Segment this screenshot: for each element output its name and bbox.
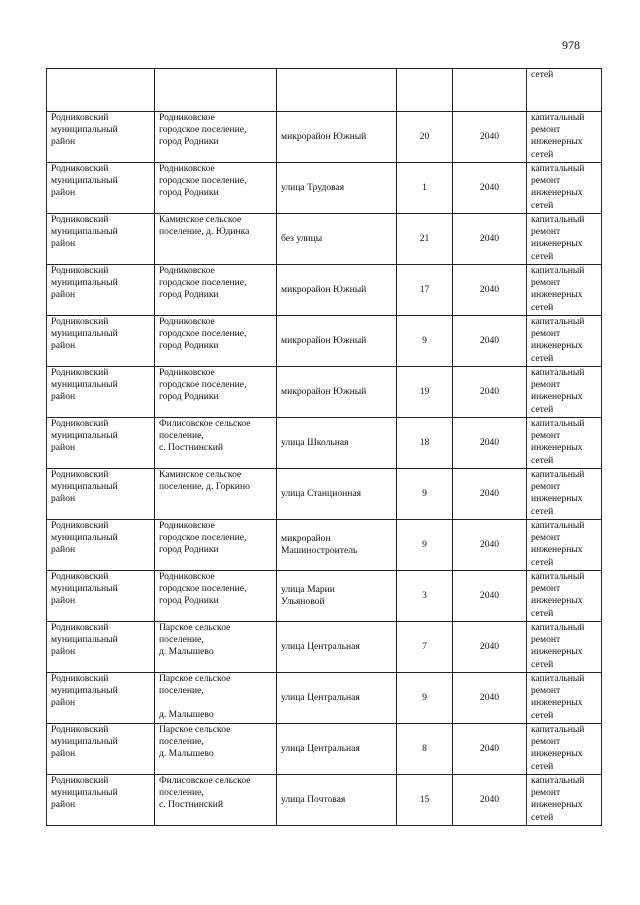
settlement-cell-line: городское поселение,: [159, 328, 247, 340]
district-cell-line: район: [51, 340, 76, 352]
street-cell-line: без улицы: [281, 232, 323, 244]
district-cell-line: муниципальный: [51, 124, 118, 136]
work-type-cell-line: капитальный: [531, 163, 585, 174]
district-cell-line: район: [51, 595, 76, 607]
settlement-cell-line: поселение,: [159, 787, 204, 799]
table-row: [47, 469, 602, 520]
work-type-tail: сетей: [531, 69, 554, 80]
district-cell-line: Родниковский: [51, 520, 109, 531]
street-cell: [277, 673, 397, 724]
table-row: [47, 265, 602, 316]
table-row: [47, 163, 602, 214]
work-type-cell: [527, 673, 602, 724]
street-cell-line: улица Центральная: [281, 742, 360, 754]
district-cell-line: муниципальный: [51, 481, 118, 493]
district-cell-line: Родниковский: [51, 469, 109, 480]
table-body: [47, 69, 602, 826]
district-cell-line: район: [51, 748, 76, 760]
year-cell: 2040: [453, 367, 527, 418]
work-type-cell-line: инженерных: [531, 493, 583, 505]
district-cell: [47, 775, 155, 826]
settlement-cell-line: Парское сельское: [159, 673, 231, 684]
work-type-cell-line: инженерных: [531, 289, 583, 301]
work-type-cell-line: сетей: [531, 301, 554, 313]
district-cell-line: Родниковский: [51, 265, 109, 276]
work-type-cell-line: сетей: [531, 352, 554, 364]
district-cell-line: Родниковский: [51, 112, 109, 123]
work-type-cell-line: сетей: [531, 199, 554, 211]
district-cell: [47, 418, 155, 469]
house-number-cell: 9: [397, 469, 453, 520]
table-row: [47, 112, 602, 163]
district-cell: [47, 469, 155, 520]
district-cell: [47, 571, 155, 622]
settlement-cell-line: городское поселение,: [159, 277, 247, 289]
settlement-cell: [155, 418, 277, 469]
year-cell: 2040: [453, 469, 527, 520]
work-type-cell: [527, 112, 602, 163]
settlement-cell: [155, 69, 277, 112]
district-cell-line: муниципальный: [51, 736, 118, 748]
district-cell-line: муниципальный: [51, 175, 118, 187]
work-type-cell-line: ремонт: [531, 736, 561, 748]
settlement-cell-line: поселение, д. Горкино: [159, 481, 250, 493]
work-type-cell-line: ремонт: [531, 379, 561, 391]
district-cell: [47, 316, 155, 367]
settlement-cell-line: город Родники: [159, 544, 219, 556]
district-cell-line: Родниковский: [51, 571, 109, 582]
settlement-cell: [155, 112, 277, 163]
work-type-cell-line: капитальный: [531, 622, 585, 633]
settlement-cell-line: с. Постнинский: [159, 442, 224, 454]
settlement-cell-line: поселение,: [159, 736, 204, 748]
district-cell-line: Родниковский: [51, 316, 109, 327]
house-number-cell: 9: [397, 316, 453, 367]
street-cell-line: улица Школьная: [281, 436, 349, 448]
work-type-cell-line: сетей: [531, 403, 554, 415]
work-type-cell-line: сетей: [531, 556, 554, 568]
district-cell-line: район: [51, 544, 76, 556]
work-type-cell: [527, 316, 602, 367]
work-type-cell-line: капитальный: [531, 418, 585, 429]
street-cell: [277, 775, 397, 826]
district-cell-line: муниципальный: [51, 685, 118, 697]
work-type-cell-line: инженерных: [531, 391, 583, 403]
settlement-cell-line: Филисовское сельское: [159, 418, 251, 429]
street-cell: [277, 265, 397, 316]
settlement-cell: [155, 775, 277, 826]
district-cell: [47, 673, 155, 724]
year-cell: 2040: [453, 673, 527, 724]
street-cell: [277, 469, 397, 520]
street-cell: [277, 724, 397, 775]
street-cell: [277, 622, 397, 673]
district-cell-line: муниципальный: [51, 787, 118, 799]
street-cell-line: улица Центральная: [281, 640, 360, 652]
table-row: [47, 673, 602, 724]
work-type-cell-line: ремонт: [531, 481, 561, 493]
house-number-cell: 21: [397, 214, 453, 265]
work-type-cell-line: ремонт: [531, 685, 561, 697]
settlement-cell: [155, 520, 277, 571]
work-type-cell-line: инженерных: [531, 187, 583, 199]
settlement-cell-line: поселение,: [159, 685, 204, 697]
work-type-cell-line: сетей: [531, 250, 554, 262]
house-number-cell: 20: [397, 112, 453, 163]
settlement-cell-line: Родниковское: [159, 367, 215, 378]
district-cell: [47, 265, 155, 316]
settlement-cell: [155, 571, 277, 622]
district-cell: [47, 622, 155, 673]
settlement-cell-line: Каминское сельское: [159, 469, 242, 480]
settlement-cell-line: Парское сельское: [159, 724, 231, 735]
settlement-cell-line: поселение, д. Юдинка: [159, 226, 250, 238]
settlement-cell: [155, 214, 277, 265]
house-number-cell: 15: [397, 775, 453, 826]
district-cell-line: район: [51, 289, 76, 301]
work-type-cell-line: инженерных: [531, 748, 583, 760]
work-type-cell: [527, 724, 602, 775]
work-type-cell-line: инженерных: [531, 697, 583, 709]
work-type-cell-line: сетей: [531, 607, 554, 619]
street-cell-line: улица Центральная: [281, 691, 360, 703]
table-row: [47, 622, 602, 673]
district-cell-line: Родниковский: [51, 214, 109, 225]
settlement-cell-line: город Родники: [159, 595, 219, 607]
district-cell-line: Родниковский: [51, 724, 109, 735]
work-type-cell-line: инженерных: [531, 238, 583, 250]
street-cell: [277, 520, 397, 571]
settlement-cell-line: поселение,: [159, 430, 204, 442]
work-type-cell-line: ремонт: [531, 787, 561, 799]
street-cell: [277, 69, 397, 112]
work-type-cell-line: инженерных: [531, 799, 583, 811]
district-cell-line: муниципальный: [51, 430, 118, 442]
settlement-cell-line: с. Постнинский: [159, 799, 224, 811]
settlement-cell-line: д. Малышево: [159, 748, 214, 760]
work-type-cell-line: ремонт: [531, 175, 561, 187]
settlement-cell-line: Родниковское: [159, 163, 215, 174]
district-cell-line: Родниковский: [51, 367, 109, 378]
district-cell: [47, 724, 155, 775]
settlement-cell: [155, 163, 277, 214]
year-cell: 2040: [453, 418, 527, 469]
work-type-cell-line: сетей: [531, 760, 554, 772]
work-type-cell-line: инженерных: [531, 442, 583, 454]
district-cell-line: район: [51, 799, 76, 811]
district-cell-line: район: [51, 238, 76, 250]
house-number-cell: 9: [397, 673, 453, 724]
house-number-cell: 18: [397, 418, 453, 469]
work-type-cell: [527, 622, 602, 673]
settlement-cell: [155, 265, 277, 316]
settlement-cell-line: город Родники: [159, 289, 219, 301]
district-cell-line: муниципальный: [51, 379, 118, 391]
street-cell: [277, 316, 397, 367]
house-number-cell: 9: [397, 520, 453, 571]
work-type-cell: [527, 69, 602, 112]
street-cell-line: микрорайон Южный: [281, 283, 367, 295]
street-cell-line: Машиностроитель: [281, 545, 358, 556]
settlement-cell: [155, 724, 277, 775]
district-cell: [47, 367, 155, 418]
district-cell: [47, 214, 155, 265]
page-number: 978: [562, 38, 580, 52]
settlement-cell-line: Родниковское: [159, 520, 215, 531]
district-cell-line: Родниковский: [51, 673, 109, 684]
table-row: [47, 367, 602, 418]
settlement-cell-line: Родниковское: [159, 112, 215, 123]
work-type-cell-line: капитальный: [531, 265, 585, 276]
work-type-cell-line: инженерных: [531, 136, 583, 148]
housing-repair-table: [46, 68, 602, 826]
settlement-cell-line: Филисовское сельское: [159, 775, 251, 786]
year-cell: 2040: [453, 571, 527, 622]
settlement-cell: [155, 316, 277, 367]
work-type-cell-line: ремонт: [531, 634, 561, 646]
settlement-cell: [155, 622, 277, 673]
work-type-cell-line: капитальный: [531, 520, 585, 531]
district-cell-line: муниципальный: [51, 328, 118, 340]
district-cell: [47, 163, 155, 214]
work-type-cell-line: капитальный: [531, 724, 585, 735]
settlement-cell-line: Родниковское: [159, 571, 215, 582]
work-type-cell-line: ремонт: [531, 124, 561, 136]
year-cell: 2040: [453, 214, 527, 265]
work-type-cell-line: ремонт: [531, 226, 561, 238]
district-cell-line: муниципальный: [51, 634, 118, 646]
table-row: [47, 775, 602, 826]
settlement-cell-line: д. Малышево: [159, 709, 214, 721]
work-type-cell-line: сетей: [531, 811, 554, 823]
house-number-cell: [397, 69, 453, 112]
work-type-cell-line: сетей: [531, 658, 554, 670]
district-cell-line: Родниковский: [51, 775, 109, 786]
settlement-cell-line: город Родники: [159, 136, 219, 148]
district-cell-line: район: [51, 187, 76, 199]
settlement-cell: [155, 469, 277, 520]
work-type-cell-line: капитальный: [531, 112, 585, 123]
table-row: [47, 724, 602, 775]
work-type-cell: [527, 418, 602, 469]
table-row: [47, 571, 602, 622]
street-cell-line: микрорайон Южный: [281, 385, 367, 397]
district-cell-line: район: [51, 697, 76, 709]
work-type-cell-line: капитальный: [531, 775, 585, 786]
work-type-cell-line: капитальный: [531, 214, 585, 225]
work-type-cell-line: инженерных: [531, 595, 583, 607]
settlement-cell-line: д. Малышево: [159, 646, 214, 658]
settlement-cell-line: городское поселение,: [159, 583, 247, 595]
settlement-cell-line: городское поселение,: [159, 532, 247, 544]
district-cell-line: район: [51, 646, 76, 658]
work-type-cell-line: сетей: [531, 454, 554, 466]
work-type-cell: [527, 520, 602, 571]
year-cell: 2040: [453, 112, 527, 163]
table-row: [47, 520, 602, 571]
settlement-cell-line: город Родники: [159, 187, 219, 199]
street-cell: [277, 112, 397, 163]
year-cell: 2040: [453, 316, 527, 367]
district-cell-line: район: [51, 136, 76, 148]
settlement-cell-line: город Родники: [159, 340, 219, 352]
work-type-cell-line: сетей: [531, 148, 554, 160]
work-type-cell-line: капитальный: [531, 367, 585, 378]
work-type-cell: [527, 775, 602, 826]
year-cell: [453, 69, 527, 112]
work-type-cell-line: капитальный: [531, 316, 585, 327]
street-cell-line: микрорайон: [281, 532, 331, 544]
work-type-cell: [527, 214, 602, 265]
district-cell-line: Родниковский: [51, 163, 109, 174]
settlement-cell-line: городское поселение,: [159, 379, 247, 391]
table-row: [47, 214, 602, 265]
street-cell-line: микрорайон Южный: [281, 130, 367, 142]
work-type-cell: [527, 571, 602, 622]
settlement-cell-line: поселение,: [159, 634, 204, 646]
district-cell-line: муниципальный: [51, 583, 118, 595]
district-cell-line: Родниковский: [51, 418, 109, 429]
district-cell-line: район: [51, 493, 76, 505]
work-type-cell: [527, 163, 602, 214]
district-cell-line: Родниковский: [51, 622, 109, 633]
work-type-cell-line: сетей: [531, 709, 554, 721]
work-type-cell-line: капитальный: [531, 673, 585, 684]
work-type-cell-line: ремонт: [531, 277, 561, 289]
work-type-cell: [527, 469, 602, 520]
work-type-cell-line: ремонт: [531, 430, 561, 442]
settlement-cell: [155, 673, 277, 724]
street-cell: [277, 571, 397, 622]
street-cell-line: улица Трудовая: [281, 181, 345, 193]
year-cell: 2040: [453, 622, 527, 673]
district-cell-line: муниципальный: [51, 277, 118, 289]
street-cell-line: улица Почтовая: [281, 793, 346, 805]
district-cell-line: муниципальный: [51, 226, 118, 238]
continued-row: [47, 69, 602, 112]
settlement-cell-line: [159, 697, 272, 709]
district-cell-line: район: [51, 391, 76, 403]
street-cell-line: Ульяновой: [281, 596, 325, 607]
street-cell: [277, 367, 397, 418]
settlement-cell-line: город Родники: [159, 391, 219, 403]
settlement-cell-line: Парское сельское: [159, 622, 231, 633]
work-type-cell-line: инженерных: [531, 544, 583, 556]
house-number-cell: 3: [397, 571, 453, 622]
district-cell: [47, 112, 155, 163]
street-cell-line: улица Марии: [281, 583, 335, 595]
year-cell: 2040: [453, 163, 527, 214]
work-type-cell-line: ремонт: [531, 583, 561, 595]
work-type-cell: [527, 265, 602, 316]
house-number-cell: 8: [397, 724, 453, 775]
street-cell-line: микрорайон Южный: [281, 334, 367, 346]
work-type-cell: [527, 367, 602, 418]
work-type-cell-line: инженерных: [531, 340, 583, 352]
year-cell: 2040: [453, 775, 527, 826]
year-cell: 2040: [453, 520, 527, 571]
settlement-cell-line: Родниковское: [159, 265, 215, 276]
work-type-cell-line: капитальный: [531, 469, 585, 480]
work-type-cell-line: капитальный: [531, 571, 585, 582]
settlement-cell: [155, 367, 277, 418]
year-cell: 2040: [453, 265, 527, 316]
street-cell-line: улица Станционная: [281, 487, 362, 499]
settlement-cell-line: Каминское сельское: [159, 214, 242, 225]
settlement-cell-line: городское поселение,: [159, 124, 247, 136]
house-number-cell: 7: [397, 622, 453, 673]
work-type-cell-line: инженерных: [531, 646, 583, 658]
house-number-cell: 1: [397, 163, 453, 214]
table-row: [47, 316, 602, 367]
house-number-cell: 17: [397, 265, 453, 316]
street-cell: [277, 418, 397, 469]
street-cell: [277, 214, 397, 265]
district-cell: [47, 69, 155, 112]
district-cell-line: район: [51, 442, 76, 454]
house-number-cell: 19: [397, 367, 453, 418]
work-type-cell-line: ремонт: [531, 328, 561, 340]
district-cell-line: муниципальный: [51, 532, 118, 544]
street-cell: [277, 163, 397, 214]
table-row: [47, 418, 602, 469]
settlement-cell-line: Родниковское: [159, 316, 215, 327]
work-type-cell-line: ремонт: [531, 532, 561, 544]
work-type-cell-line: сетей: [531, 505, 554, 517]
year-cell: 2040: [453, 724, 527, 775]
settlement-cell-line: городское поселение,: [159, 175, 247, 187]
district-cell: [47, 520, 155, 571]
